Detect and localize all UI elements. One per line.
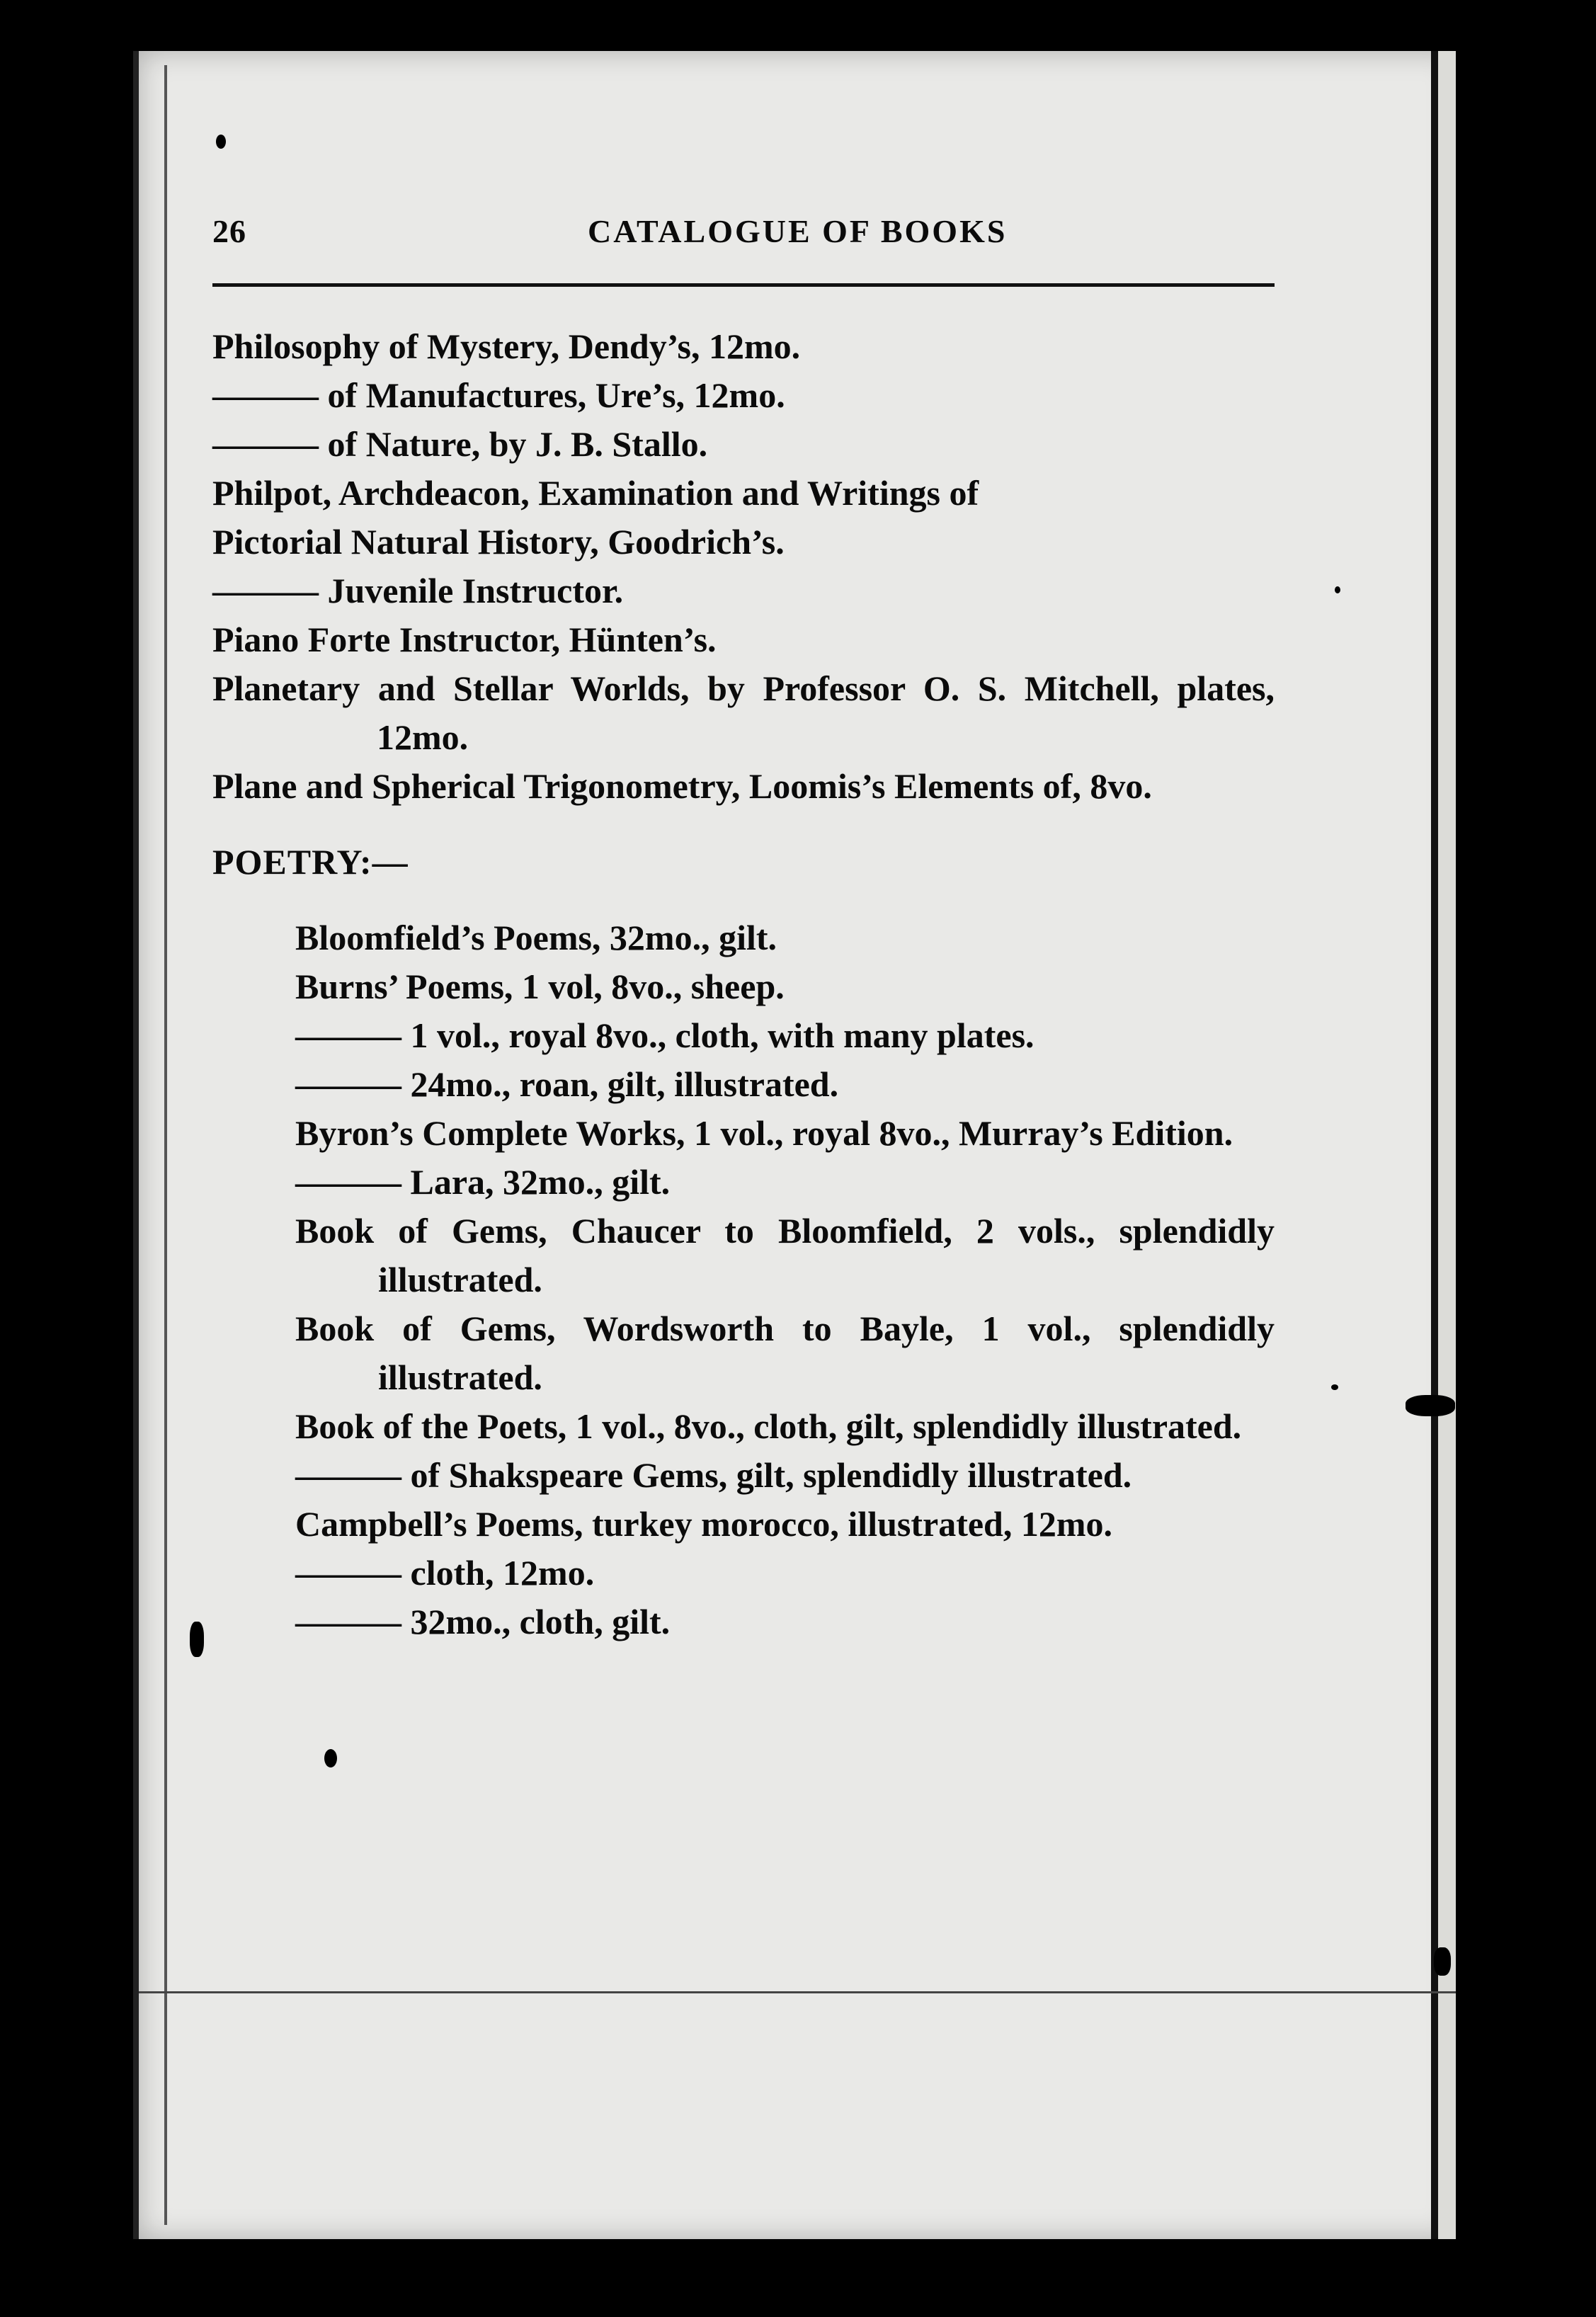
poetry-entry: Byron’s Complete Works, 1 vol., royal 8vo., Murray’s Edition. bbox=[295, 1113, 1233, 1153]
catalogue-entry: ——— of Nature, by J. B. Stallo. bbox=[212, 424, 708, 464]
catalogue-entry: ——— Juvenile Instructor. bbox=[212, 571, 624, 610]
gutter-shade bbox=[1438, 51, 1456, 2239]
gutter-line bbox=[1431, 51, 1438, 2239]
scan-speck bbox=[216, 135, 226, 149]
poetry-entry: ——— 24mo., roan, gilt, illustrated. bbox=[295, 1064, 839, 1104]
scan-speck bbox=[190, 1622, 204, 1657]
poetry-entry: Book of Gems, Chaucer to Bloomfield, 2 vols., splendidly illustrated. bbox=[295, 1211, 1275, 1299]
bottom-rule bbox=[139, 1991, 1456, 1993]
scan-speck bbox=[1335, 586, 1340, 593]
scan-speck bbox=[1331, 1384, 1338, 1390]
scan-speck bbox=[324, 1749, 337, 1767]
catalogue-entry: Plane and Spherical Trigonometry, Loomis’s Elements of, 8vo. bbox=[212, 766, 1152, 806]
catalogue-entry: Pictorial Natural History, Goodrich’s. bbox=[212, 522, 785, 562]
poetry-entry: ——— of Shakspeare Gems, gilt, splendidly illustrated. bbox=[295, 1455, 1132, 1495]
header-rule bbox=[212, 283, 1275, 287]
poetry-entry: Campbell’s Poems, turkey morocco, illustrated, 12mo. bbox=[295, 1504, 1113, 1544]
poetry-entry: Bloomfield’s Poems, 32mo., gilt. bbox=[295, 918, 777, 957]
catalogue-entry: Philosophy of Mystery, Dendy’s, 12mo. bbox=[212, 326, 801, 366]
page-header bbox=[212, 212, 1275, 262]
poetry-entry: ——— Lara, 32mo., gilt. bbox=[295, 1162, 671, 1202]
poetry-entry: ——— 32mo., cloth, gilt. bbox=[295, 1602, 671, 1641]
poetry-entry: ——— cloth, 12mo. bbox=[295, 1553, 595, 1593]
catalogue-list bbox=[212, 322, 1275, 1646]
page-edge-line bbox=[164, 65, 167, 2225]
scan-speck bbox=[1434, 1947, 1451, 1976]
catalogue-entry: Piano Forte Instructor, Hünten’s. bbox=[212, 620, 717, 659]
section-heading-poetry: POETRY:— bbox=[212, 842, 409, 882]
catalogue-entry: ——— of Manufactures, Ure’s, 12mo. bbox=[212, 375, 785, 415]
page-number: 26 bbox=[212, 213, 246, 249]
poetry-list bbox=[212, 913, 1275, 1646]
poetry-entry: Burns’ Poems, 1 vol, 8vo., sheep. bbox=[295, 967, 785, 1006]
catalogue-entry: Planetary and Stellar Worlds, by Professor O. S. Mitchell, plates, 12mo. bbox=[212, 668, 1275, 757]
scan-speck bbox=[1406, 1395, 1455, 1416]
poetry-entry: ——— 1 vol., royal 8vo., cloth, with many plates. bbox=[295, 1015, 1034, 1055]
catalogue-entry: Philpot, Archdeacon, Examination and Writings of bbox=[212, 473, 979, 513]
poetry-entry: Book of the Poets, 1 vol., 8vo., cloth, gilt, splendidly illustrated. bbox=[295, 1406, 1242, 1446]
running-title: CATALOGUE OF BOOKS bbox=[588, 213, 1008, 249]
poetry-entry: Book of Gems, Wordsworth to Bayle, 1 vol., splendidly illustrated. bbox=[295, 1309, 1275, 1397]
